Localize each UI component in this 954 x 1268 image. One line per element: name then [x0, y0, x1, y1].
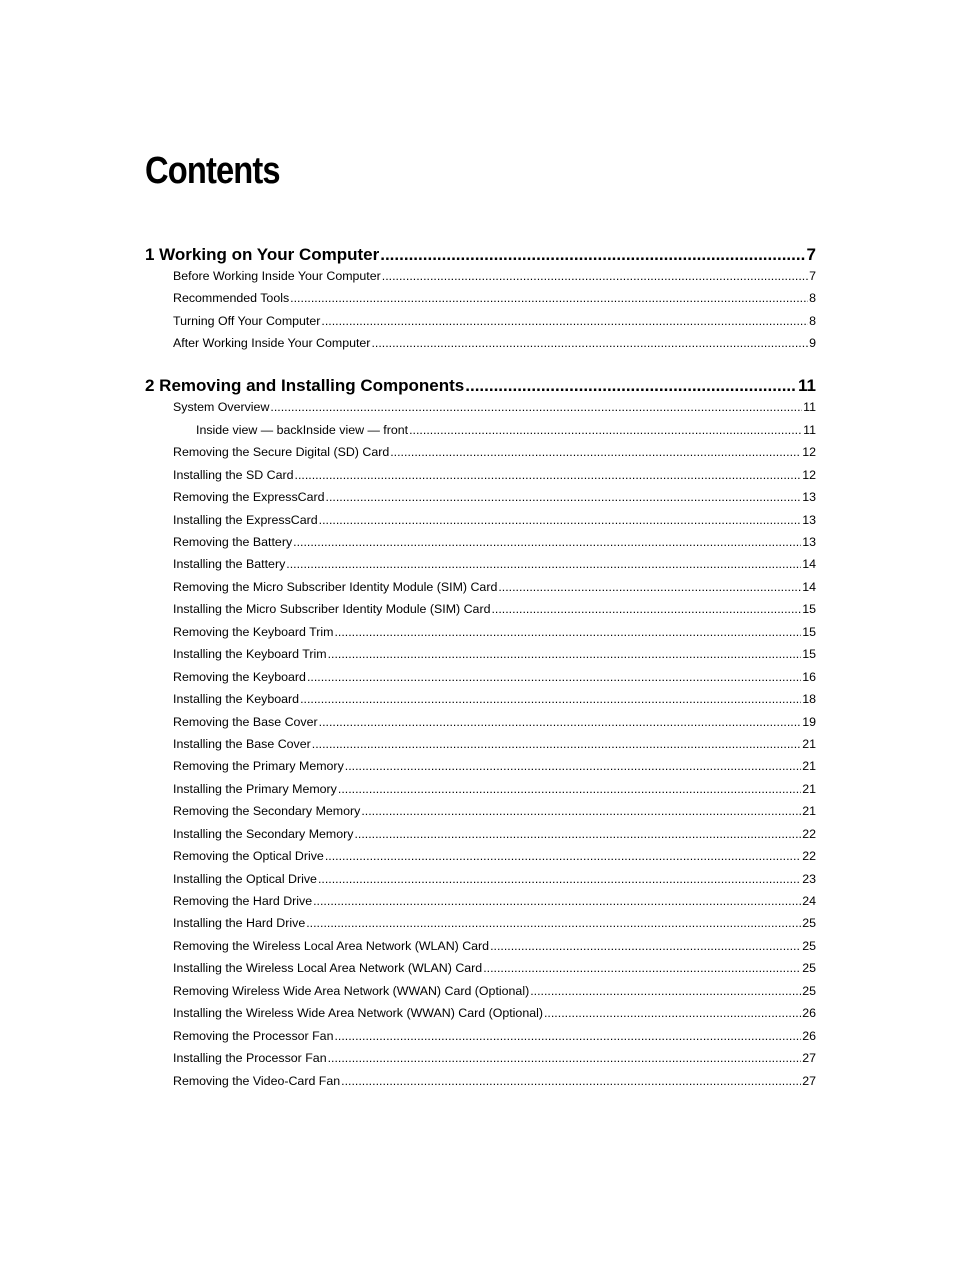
toc-page-number: 7	[806, 245, 816, 264]
toc-entry-label: Turning Off Your Computer	[173, 314, 321, 328]
toc-entry-row[interactable]	[173, 782, 816, 799]
toc-entry-row[interactable]	[173, 737, 816, 754]
toc-leader-dots	[361, 804, 801, 818]
toc-leader-dots	[334, 1029, 801, 1043]
toc-entry-row[interactable]	[173, 490, 816, 507]
toc-entry-label: Before Working Inside Your Computer	[173, 269, 381, 283]
toc-entry-label: Removing the Keyboard	[173, 670, 306, 684]
toc-entry-label: Removing the Base Cover	[173, 715, 318, 729]
toc-chapter-row[interactable]	[145, 245, 816, 267]
toc-leader-dots	[490, 939, 801, 953]
toc-entry-label: Removing the Battery	[173, 535, 293, 549]
toc-page-number: 14	[802, 557, 816, 571]
toc-leader-dots	[328, 647, 802, 661]
toc-leader-dots	[326, 490, 802, 504]
toc-leader-dots	[380, 245, 805, 265]
toc-entry-row[interactable]	[173, 1029, 816, 1046]
toc-leader-dots	[530, 984, 801, 998]
toc-entry-label: Removing Wireless Wide Area Network (WWAN) Card (Optional)	[173, 984, 530, 998]
toc-entry-row[interactable]	[173, 670, 816, 687]
toc-entry-row[interactable]	[173, 557, 816, 574]
toc-leader-dots	[325, 849, 801, 863]
toc-entry-row[interactable]	[173, 647, 816, 664]
toc-page-number: 9	[809, 336, 816, 350]
toc-page-number: 26	[802, 1006, 816, 1020]
toc-leader-dots	[465, 376, 797, 396]
toc-page-number: 26	[802, 1029, 816, 1043]
toc-entry-row[interactable]	[173, 445, 816, 462]
toc-page-number: 12	[802, 445, 816, 459]
toc-leader-dots	[498, 580, 801, 594]
toc-entry-label: Installing the Keyboard	[173, 692, 300, 706]
toc-entry-label: Installing the SD Card	[173, 468, 294, 482]
toc-entry-label: Installing the Micro Subscriber Identity Module (SIM) Card	[173, 602, 491, 616]
toc-page-number: 7	[809, 269, 816, 283]
toc-entry-label: Removing the Hard Drive	[173, 894, 313, 908]
toc-page-number: 15	[802, 625, 816, 639]
toc-entry-label: Installing the Hard Drive	[173, 916, 306, 930]
toc-page-number: 24	[802, 894, 816, 908]
toc-entry-row[interactable]	[173, 400, 816, 417]
toc-leader-dots	[318, 872, 801, 886]
toc-page-number: 8	[809, 291, 816, 305]
toc-entry-row[interactable]	[173, 849, 816, 866]
toc-leader-dots	[409, 423, 802, 437]
toc-page-number: 11	[803, 423, 816, 437]
toc-page-number: 22	[802, 827, 816, 841]
toc-page-number: 19	[802, 715, 816, 729]
toc-leader-dots	[293, 535, 801, 549]
toc-leader-dots	[341, 1074, 801, 1088]
toc-entry-label: Installing the Primary Memory	[173, 782, 337, 796]
toc-entry-row[interactable]	[173, 625, 816, 642]
toc-entry-row[interactable]	[173, 1051, 816, 1068]
toc-entry-label: After Working Inside Your Computer	[173, 336, 371, 350]
toc-entry-label: Installing the ExpressCard	[173, 513, 318, 527]
toc-page-number: 21	[802, 737, 816, 751]
toc-entry-row[interactable]	[173, 535, 816, 552]
toc-page-number: 27	[802, 1074, 816, 1088]
toc-entry-label: Removing the Keyboard Trim	[173, 625, 334, 639]
toc-entry-label: Removing the Processor Fan	[173, 1029, 334, 1043]
toc-entry-label: Removing the Secondary Memory	[173, 804, 361, 818]
toc-page-number: 11	[803, 400, 816, 414]
toc-entry-row[interactable]	[173, 1074, 816, 1091]
toc-leader-dots	[354, 827, 801, 841]
toc-page-number: 13	[802, 535, 816, 549]
toc-entry-row[interactable]	[173, 269, 816, 286]
toc-leader-dots	[321, 314, 808, 328]
toc-leader-dots	[286, 557, 801, 571]
toc-chapter-row[interactable]	[145, 376, 816, 398]
toc-page-number: 16	[802, 670, 816, 684]
toc-entry-label: 1 Working on Your Computer	[145, 245, 380, 264]
toc-entry-label: Removing the Micro Subscriber Identity Module (SIM) Card	[173, 580, 498, 594]
toc-entry-row[interactable]	[173, 314, 816, 331]
toc-entry-row[interactable]	[173, 984, 816, 1001]
toc-leader-dots	[334, 625, 801, 639]
toc-page-number: 13	[802, 490, 816, 504]
toc-page-number: 25	[802, 939, 816, 953]
toc-entry-label: Recommended Tools	[173, 291, 290, 305]
toc-page-number: 14	[802, 580, 816, 594]
toc-page-number: 21	[802, 804, 816, 818]
toc-page-number: 11	[798, 376, 816, 395]
toc-entry-label: Removing the Wireless Local Area Network (WLAN) Card	[173, 939, 490, 953]
toc-leader-dots	[483, 961, 801, 975]
page-title: Contents	[145, 150, 280, 192]
toc-entry-row[interactable]	[173, 804, 816, 821]
toc-entry-label: Removing the Secure Digital (SD) Card	[173, 445, 390, 459]
toc-page-number: 13	[802, 513, 816, 527]
toc-entry-row[interactable]	[173, 827, 816, 844]
toc-page-number: 21	[802, 759, 816, 773]
toc-entry-label: Installing the Processor Fan	[173, 1051, 327, 1065]
toc-entry-label: Installing the Wireless Local Area Network (WLAN) Card	[173, 961, 483, 975]
toc-entry-row[interactable]	[173, 692, 816, 709]
toc-entry-row[interactable]	[173, 939, 816, 956]
toc-leader-dots	[312, 737, 801, 751]
toc-entry-row[interactable]	[173, 513, 816, 530]
toc-entry-label: Removing the Optical Drive	[173, 849, 324, 863]
toc-leader-dots	[300, 692, 801, 706]
toc-leader-dots	[544, 1006, 801, 1020]
toc-entry-row[interactable]	[173, 336, 816, 353]
toc-entry-row[interactable]	[173, 894, 816, 911]
toc-leader-dots	[491, 602, 801, 616]
toc-page-number: 8	[809, 314, 816, 328]
toc-entry-label: Installing the Secondary Memory	[173, 827, 354, 841]
toc-page-number: 25	[802, 961, 816, 975]
toc-leader-dots	[338, 782, 801, 796]
toc-leader-dots	[319, 513, 802, 527]
toc-page-number: 18	[802, 692, 816, 706]
toc-entry-label: Removing the Video-Card Fan	[173, 1074, 341, 1088]
toc-leader-dots	[390, 445, 801, 459]
toc-leader-dots	[382, 269, 808, 283]
toc-entry-label: Installing the Optical Drive	[173, 872, 317, 886]
toc-entry-row[interactable]	[173, 602, 816, 619]
toc-leader-dots	[295, 468, 802, 482]
toc-entry-row[interactable]	[173, 580, 816, 597]
toc-entry-label: System Overview	[173, 400, 270, 414]
toc-page-number: 21	[802, 782, 816, 796]
toc-entry-row[interactable]	[173, 1006, 816, 1023]
toc-entry-label: Installing the Base Cover	[173, 737, 311, 751]
toc-entry-row[interactable]	[173, 468, 816, 485]
toc-entry-label: Removing the Primary Memory	[173, 759, 344, 773]
toc-page-number: 27	[802, 1051, 816, 1065]
toc-entry-row[interactable]	[173, 961, 816, 978]
toc-entry-label: Removing the ExpressCard	[173, 490, 325, 504]
toc-entry-row[interactable]	[173, 916, 816, 933]
toc-entry-label: Inside view — backInside view — front	[196, 423, 409, 437]
toc-page-number: 15	[802, 602, 816, 616]
toc-entry-label: Installing the Battery	[173, 557, 286, 571]
toc-leader-dots	[313, 894, 801, 908]
toc-page-number: 25	[802, 916, 816, 930]
toc-leader-dots	[306, 916, 801, 930]
toc-page-number: 23	[802, 872, 816, 886]
toc-entry-label: Installing the Wireless Wide Area Network (WWAN) Card (Optional)	[173, 1006, 543, 1020]
toc-page-number: 25	[802, 984, 816, 998]
toc-entry-row[interactable]	[173, 291, 816, 308]
toc-leader-dots	[307, 670, 801, 684]
toc-leader-dots	[270, 400, 802, 414]
toc-leader-dots	[290, 291, 808, 305]
toc-page-number: 22	[802, 849, 816, 863]
toc-entry-row[interactable]	[196, 423, 816, 440]
toc-leader-dots	[328, 1051, 802, 1065]
toc-entry-label: Installing the Keyboard Trim	[173, 647, 327, 661]
toc-page-number: 15	[802, 647, 816, 661]
toc-leader-dots	[371, 336, 808, 350]
toc-entry-row[interactable]	[173, 715, 816, 732]
toc-entry-row[interactable]	[173, 759, 816, 776]
toc-leader-dots	[319, 715, 802, 729]
toc-page-number: 12	[802, 468, 816, 482]
toc-leader-dots	[345, 759, 801, 773]
toc-entry-label: 2 Removing and Installing Components	[145, 376, 465, 395]
toc-entry-row[interactable]	[173, 872, 816, 889]
